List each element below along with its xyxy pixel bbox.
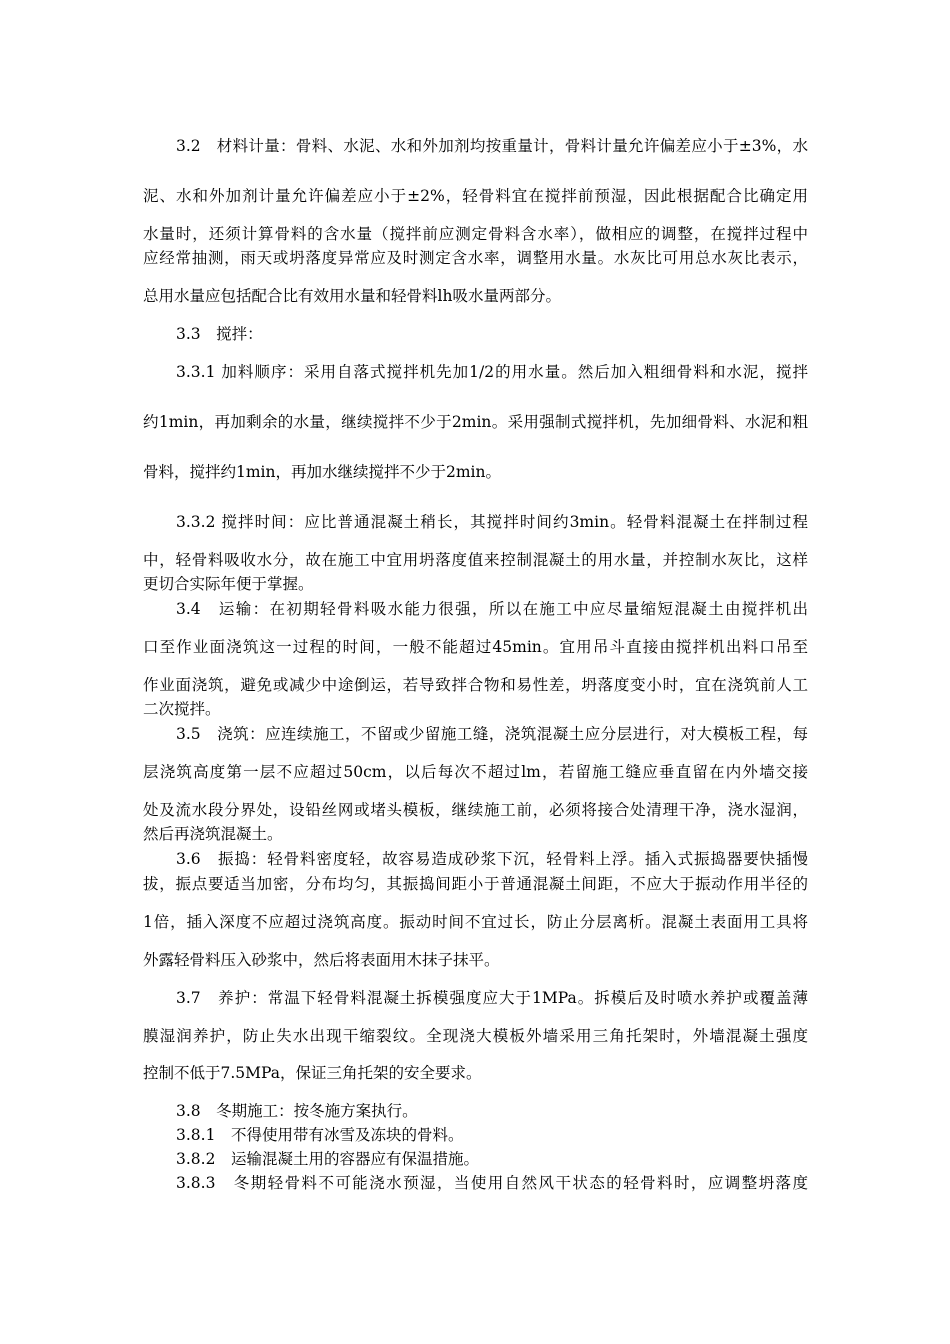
paragraph-line: 拔，振点要适当加密，分布均匀，其振捣间距小于普通混凝土间距，不应大于振动作用半径的	[143, 875, 808, 893]
paragraph-line: 膜湿润养护，防止失水出现干缩裂纹。全现浇大模板外墙采用三角托架时，外墙混凝土强度	[143, 1027, 808, 1045]
paragraph-line: 3.8.1 不得使用带有冰雪及冻块的骨料。	[176, 1126, 464, 1144]
paragraph-line: 外露轻骨料压入砂浆中，然后将表面用木抹子抹平。	[143, 951, 500, 969]
paragraph-line: 控制不低于7.5MPa，保证三角托架的安全要求。	[143, 1064, 482, 1082]
paragraph-line: 口至作业面浇筑这一过程的时间，一般不能超过45min。宜用吊斗直接由搅拌机出料口吊至	[143, 638, 808, 656]
paragraph-line: 然后再浇筑混凝土。	[143, 825, 283, 843]
paragraph-line: 应经常抽测，雨天或坍落度异常应及时测定含水率，调整用水量。水灰比可用总水灰比表示，	[143, 249, 808, 267]
paragraph-line: 层浇筑高度第一层不应超过50cm，以后每次不超过lm，若留施工缝应垂直留在内外墙交接	[143, 763, 808, 781]
paragraph-line: 总用水量应包括配合比有效用水量和轻骨料lh吸水量两部分。	[143, 287, 561, 305]
paragraph-line: 泥、水和外加剂计量允许偏差应小于±2%，轻骨料宜在搅拌前预湿，因此根据配合比确定用	[143, 187, 808, 205]
paragraph-line: 二次搅拌。	[143, 700, 221, 718]
paragraph-line: 中，轻骨料吸收水分，故在施工中宜用坍落度值来控制混凝土的用水量，并控制水灰比，这样	[143, 551, 808, 569]
paragraph-line: 3.5 浇筑：应连续施工，不留或少留施工缝，浇筑混凝土应分层进行，对大模板工程，每	[176, 725, 808, 743]
paragraph-line: 3.8.2 运输混凝土用的容器应有保温措施。	[176, 1150, 479, 1168]
paragraph-line: 3.2 材料计量：骨料、水泥、水和外加剂均按重量计，骨料计量允许偏差应小于±3%，水	[176, 137, 808, 155]
paragraph-line: 3.6 振捣：轻骨料密度轻，故容易造成砂浆下沉，轻骨料上浮。插入式振捣器要快插慢	[176, 850, 808, 868]
paragraph-line: 水量时，还须计算骨料的含水量（搅拌前应测定骨料含水率），做相应的调整，在搅拌过程中	[143, 225, 808, 243]
paragraph-line: 作业面浇筑，避免或减少中途倒运，若导致拌合物和易性差，坍落度变小时，宜在浇筑前人工	[143, 676, 808, 694]
paragraph-line: 处及流水段分界处，设铅丝网或堵头模板，继续施工前，必须将接合处清理干净，浇水湿润，	[143, 801, 808, 819]
paragraph-line: 3.7 养护：常温下轻骨料混凝土拆模强度应大于1MPa。拆模后及时喷水养护或覆盖薄	[176, 989, 808, 1007]
paragraph-line: 1倍，插入深度不应超过浇筑高度。振动时间不宜过长，防止分层离析。混凝土表面用工具将	[143, 913, 808, 931]
paragraph-line: 3.3.2 搅拌时间：应比普通混凝土稍长，其搅拌时间约3min。轻骨料混凝土在拌制过程	[176, 513, 808, 531]
paragraph-line: 骨料，搅拌约1min，再加水继续搅拌不少于2min。	[143, 463, 501, 481]
paragraph-line: 3.4 运输：在初期轻骨料吸水能力很强，所以在施工中应尽量缩短混凝土由搅拌机出	[176, 600, 808, 618]
paragraph-line: 更切合实际年便于掌握。	[143, 575, 314, 593]
paragraph-line: 3.3.1 加料顺序：采用自落式搅拌机先加1/2的用水量。然后加入粗细骨料和水泥，搅拌	[176, 363, 808, 381]
section-heading: 3.8 冬期施工：按冬施方案执行。	[176, 1102, 418, 1120]
paragraph-line: 约1min，再加剩余的水量，继续搅拌不少于2min。采用强制式搅拌机，先加细骨料、水泥和粗	[143, 413, 808, 431]
paragraph-line: 3.8.3 冬期轻骨料不可能浇水预湿，当使用自然风干状态的轻骨料时，应调整坍落度	[176, 1174, 808, 1192]
section-heading: 3.3 搅拌：	[176, 325, 263, 343]
